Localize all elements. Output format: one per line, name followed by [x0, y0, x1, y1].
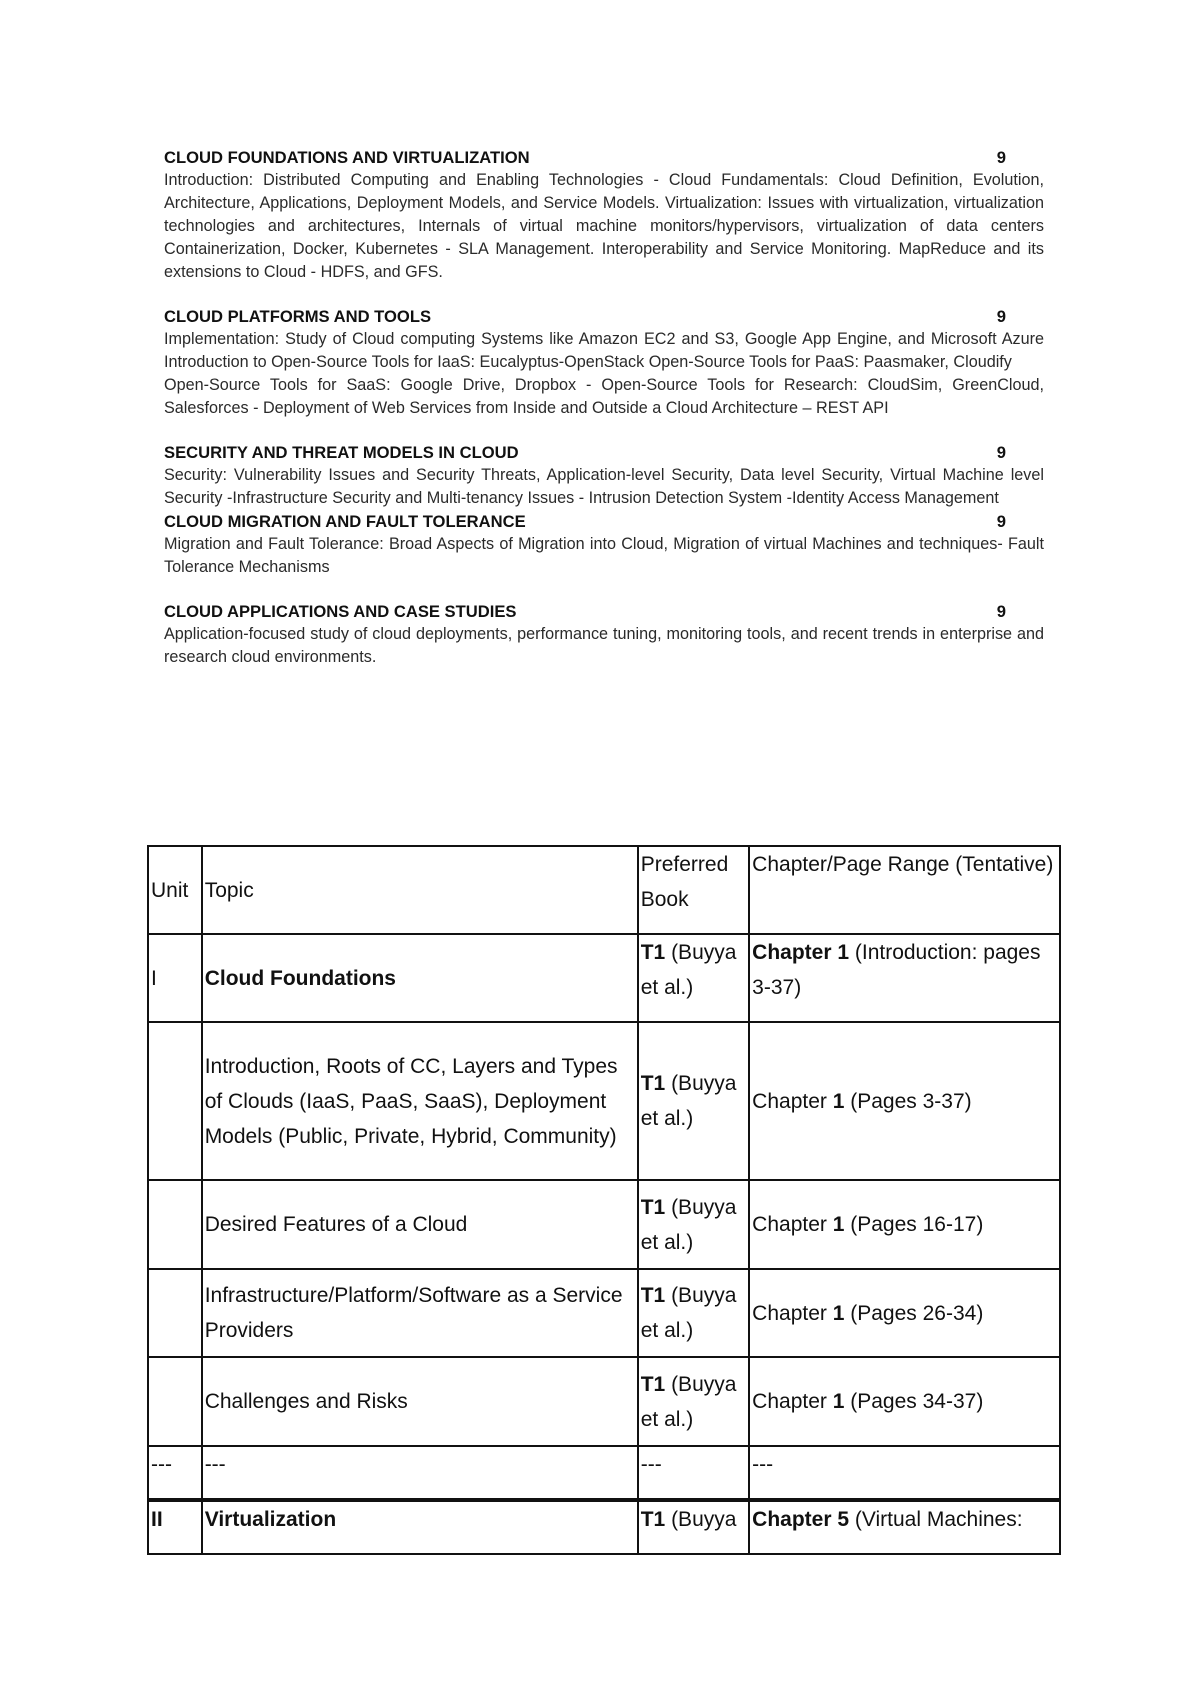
cell-unit: II [148, 1500, 202, 1554]
unit-description: Introduction: Distributed Computing and Enabling Technologies - Cloud Fundamentals: Cloud Definition, Evolution, Architecture, Applications, Deployment Models, and Service Models. Virtualization: Issues with virtualization, virtualization technologies and architectures, Internals of virtual machine monitors/hypervisors, virtualization of data centers Containerization, Docker, Kubernetes - SLA Management. Interoperability and Service Monitoring. MapReduce and its extensions to Cloud - HDFS, and GFS. [164, 171, 1044, 281]
table-row [148, 1022, 1060, 1180]
unit-title: CLOUD MIGRATION AND FAULT TOLERANCE [164, 512, 526, 531]
syllabus-section [164, 146, 1044, 690]
unit-title: CLOUD PLATFORMS AND TOOLS [164, 307, 432, 326]
cell-book: T1 (Buyya et al.) [638, 1269, 749, 1357]
cell-unit: I [148, 934, 202, 1022]
cell-topic: Cloud Foundations [202, 934, 638, 1022]
unit-title: SECURITY AND THREAT MODELS IN CLOUD [164, 443, 519, 462]
cell-chapter: Chapter 5 (Virtual Machines: [749, 1500, 1060, 1554]
cell-chapter: Chapter 1 (Pages 26-34) [749, 1269, 1060, 1357]
syllabus-unit-5 [164, 600, 1044, 669]
table-row [148, 1500, 1060, 1554]
cell-chapter: --- [749, 1446, 1060, 1500]
cell-book: T1 (Buyya et al.) [638, 934, 749, 1022]
unit-hours: 9 [996, 443, 1006, 462]
table-row [148, 1357, 1060, 1446]
unit-hours: 9 [996, 602, 1006, 621]
cell-topic: Infrastructure/Platform/Software as a Service Providers [202, 1269, 638, 1357]
table-row [148, 934, 1060, 1022]
table-header-row [148, 846, 1060, 934]
header-chapter-range: Chapter/Page Range (Tentative) [749, 846, 1060, 934]
cell-topic: Introduction, Roots of CC, Layers and Types of Clouds (IaaS, PaaS, SaaS), Deployment Models (Public, Private, Hybrid, Community) [202, 1022, 638, 1180]
unit-description: Security: Vulnerability Issues and Security Threats, Application-level Security, Data level Security, Virtual Machine level Security -Infrastructure Security and Multi-tenancy Issues - Intrusion Detection System -Identity Access Management [164, 466, 1044, 507]
table-row-separator [148, 1446, 1060, 1500]
unit-hours: 9 [996, 307, 1006, 326]
table-row [148, 1180, 1060, 1269]
lesson-plan-table [147, 845, 1061, 1555]
cell-book: T1 (Buyya [638, 1500, 749, 1554]
cell-unit [148, 1022, 202, 1180]
syllabus-unit-2 [164, 305, 1044, 420]
unit-description: Implementation: Study of Cloud computing Systems like Amazon EC2 and S3, Google App Engine, and Microsoft Azure Introduction to Open-Source Tools for IaaS: Eucalyptus-OpenStack Open-Source Tools for PaaS: Paasmaker, Cloudify [164, 330, 1044, 371]
cell-book: --- [638, 1446, 749, 1500]
cell-book: T1 (Buyya et al.) [638, 1022, 749, 1180]
cell-unit: --- [148, 1446, 202, 1500]
syllabus-unit-3 [164, 441, 1044, 510]
header-unit: Unit [148, 846, 202, 934]
cell-chapter: Chapter 1 (Pages 34-37) [749, 1357, 1060, 1446]
unit-title: CLOUD FOUNDATIONS AND VIRTUALIZATION [164, 148, 530, 167]
unit-title: CLOUD APPLICATIONS AND CASE STUDIES [164, 602, 517, 621]
cell-topic: --- [202, 1446, 638, 1500]
cell-unit [148, 1180, 202, 1269]
unit-description-continued: Open-Source Tools for SaaS: Google Drive, Dropbox - Open-Source Tools for Research: CloudSim, GreenCloud, Salesforces - Deployment of Web Services from Inside and Outside a Cloud Architecture – REST API [164, 376, 1044, 417]
cell-unit [148, 1357, 202, 1446]
cell-chapter: Chapter 1 (Pages 3-37) [749, 1022, 1060, 1180]
cell-topic: Desired Features of a Cloud [202, 1180, 638, 1269]
cell-book: T1 (Buyya et al.) [638, 1357, 749, 1446]
syllabus-unit-4 [164, 510, 1044, 579]
cell-chapter: Chapter 1 (Introduction: pages 3-37) [749, 934, 1060, 1022]
syllabus-unit-1 [164, 146, 1044, 284]
header-preferred-book: Preferred Book [638, 846, 749, 934]
cell-book: T1 (Buyya et al.) [638, 1180, 749, 1269]
unit-hours: 9 [996, 512, 1006, 531]
cell-unit [148, 1269, 202, 1357]
cell-chapter: Chapter 1 (Pages 16-17) [749, 1180, 1060, 1269]
unit-description: Application-focused study of cloud deployments, performance tuning, monitoring tools, and recent trends in enterprise and research cloud environments. [164, 625, 1044, 666]
cell-topic: Challenges and Risks [202, 1357, 638, 1446]
table-row [148, 1269, 1060, 1357]
unit-hours: 9 [996, 148, 1006, 167]
cell-topic: Virtualization [202, 1500, 638, 1554]
unit-description: Migration and Fault Tolerance: Broad Aspects of Migration into Cloud, Migration of virtual Machines and techniques- Fault Tolerance Mechanisms [164, 535, 1044, 576]
header-topic: Topic [202, 846, 638, 934]
